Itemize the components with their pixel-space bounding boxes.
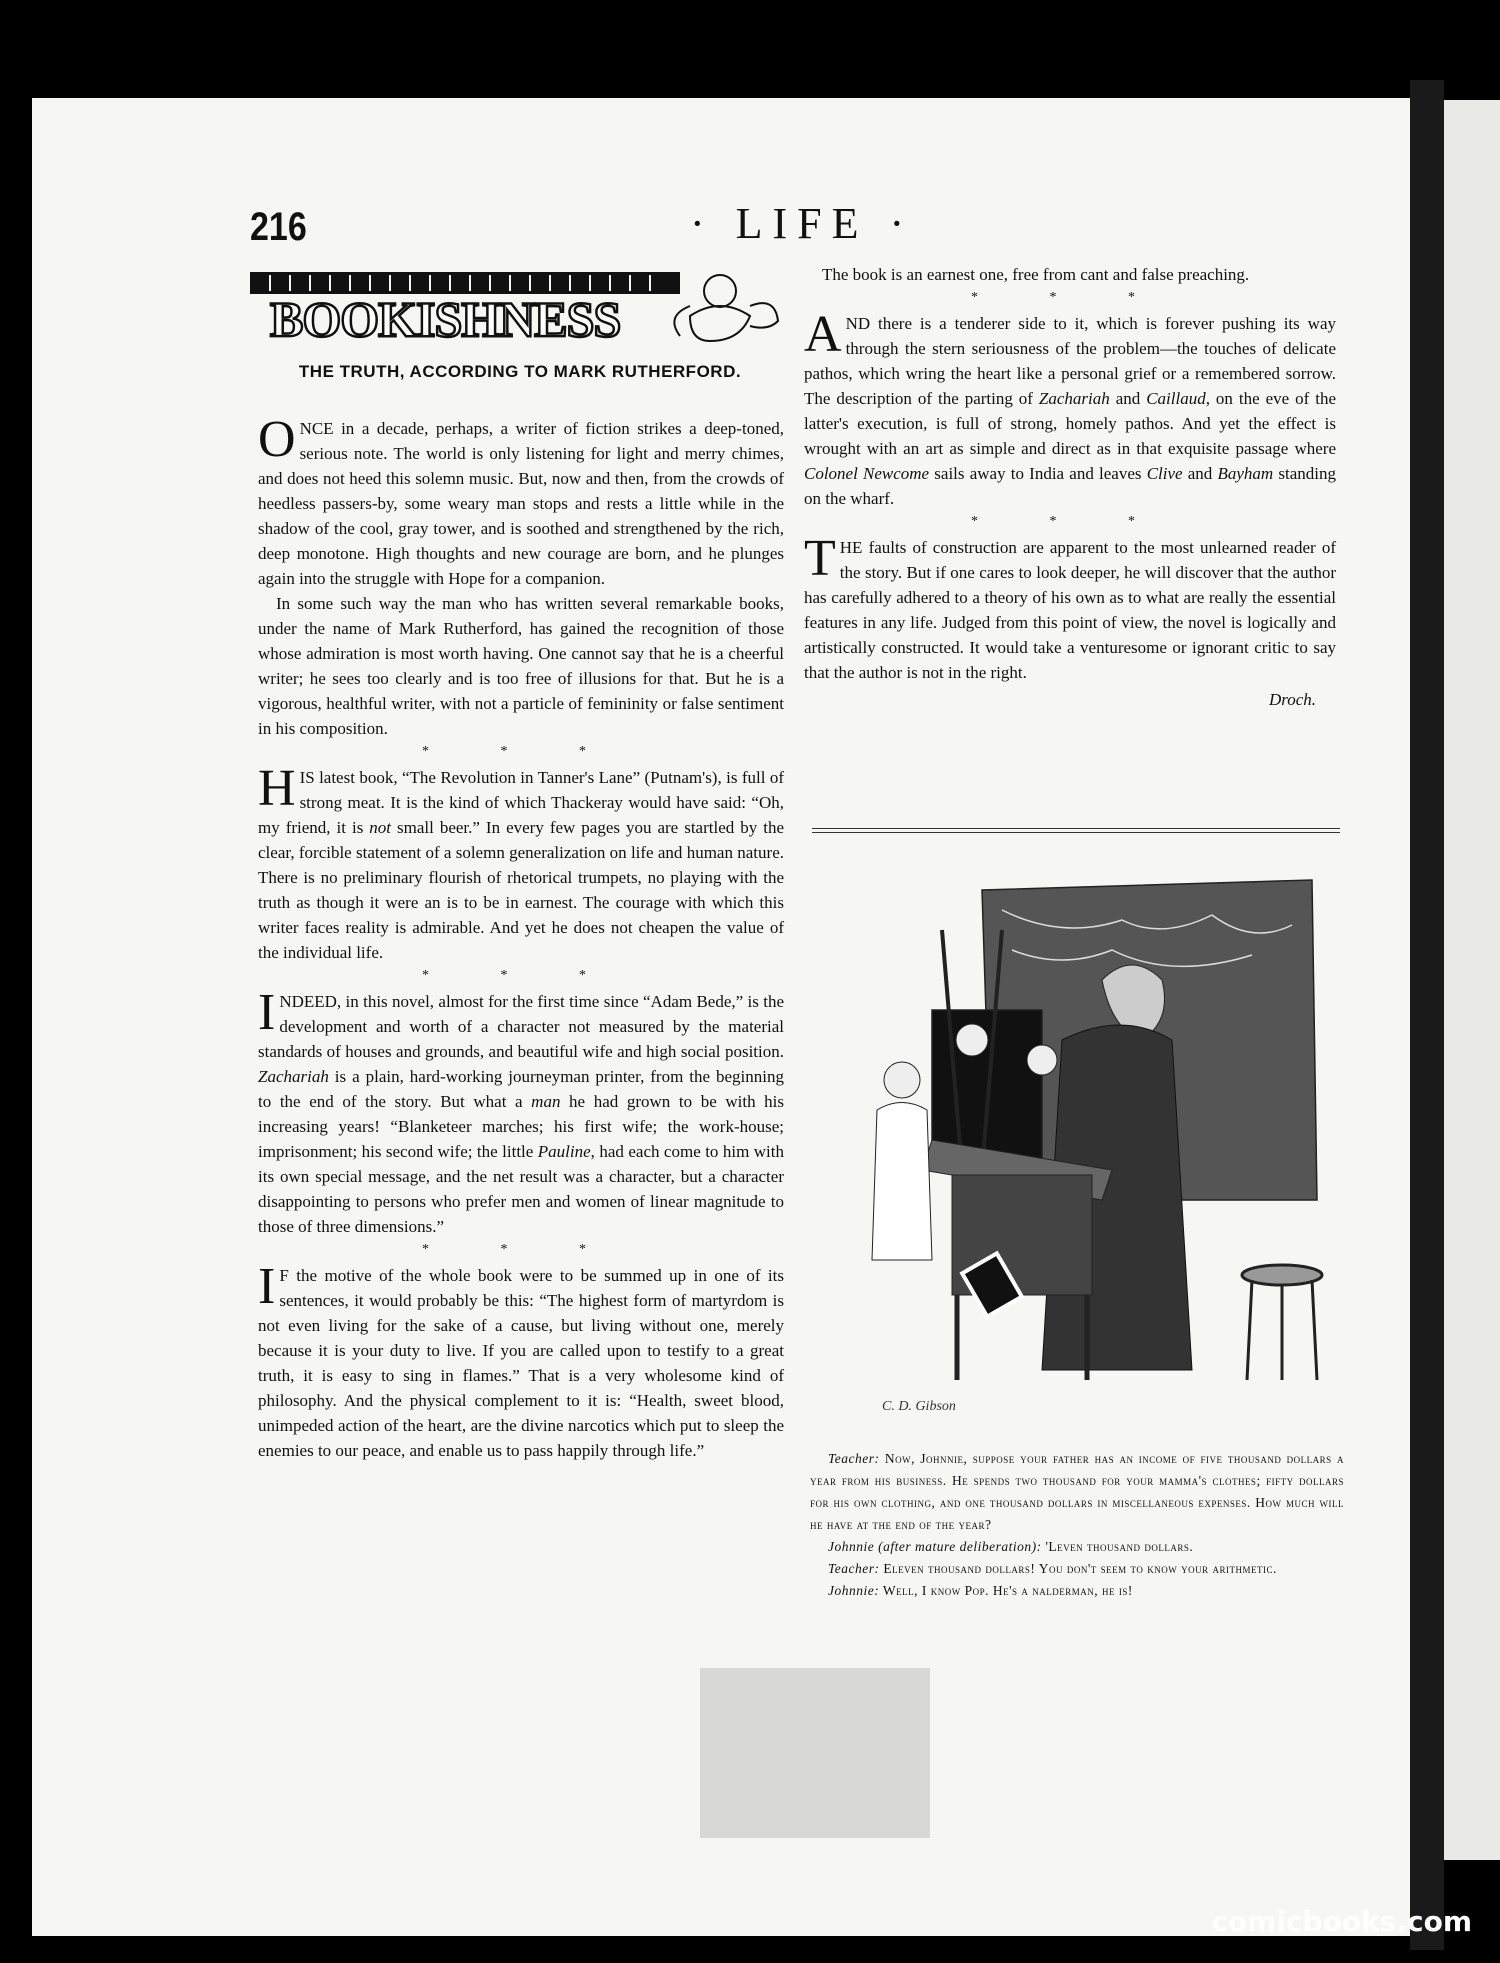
bookishness-banner [250,266,780,356]
cartoon-caption [810,1448,1344,1602]
speaker-label: Johnnie: [828,1583,880,1598]
section-break: * * * [971,290,1169,305]
drop-cap: T [804,530,836,587]
facing-page-edge [1444,100,1500,1860]
paragraph [258,411,784,591]
paragraph-text: standing on the wharf. [804,464,1337,508]
paragraph-text: he had grown to be with his increasing years! “Blanketeer marches; his first wife; the work-house; imprisonment; his second wife; the little [258,1092,785,1161]
caption-line [810,1448,1344,1536]
drop-cap: I [258,984,276,1041]
section-break: * * * [422,744,620,759]
section-break: * * * [422,1242,620,1257]
drop-cap: H [258,760,296,817]
binding-gutter [1410,80,1444,1950]
emphasis: not [369,818,392,837]
paragraph-text: and [1182,464,1218,483]
paragraph-text: F the motive of the whole book were to be summed up in one of its sentences, it would probably be this: “The highest form of martyrdom is not even living for the sake of a cause, but living without one, merely because it is your duty to live. If you are called upon to testify to a great truth, it is easy to sing in flames.” That is a very wholesome kind of philosophy. And the physical complement to it is: “Health, sweet blood, unimpeded action of the heart, are the divine narcotics which put to sleep the enemies to our peace, and enable us to pass happily through life.” [258,1266,784,1460]
paragraph: In some such way the man who has written several remarkable books, under the name of Mark Rutherford, has gained the recognition of those whose admiration is most worth having. One cannot say that he is a cheerful writer; he sees too clearly and is too free of illusions for that. But he is a vigorous, healthful writer, with not a particle of femininity or false sentiment in his composition. [258,594,784,738]
paragraph [804,306,1337,511]
cherub-icon [674,275,778,341]
right-column [804,262,1336,712]
paragraph-text: NCE in a decade, perhaps, a writer of fiction strikes a deep-toned, serious note. The world is only listening for light and merry chimes, and does not heed this solemn music. But, now and then, from the crowds of heedless passers-by, some weary man stops and rests a little while in the shadow of the cool, gray tower, and is soothed and strengthened by the rich, deep monotone. High thoughts and new courage are born, and he plunges again into the struggle with Hope for a companion. [258,419,784,588]
emphasis: Pauline [537,1142,591,1161]
paragraph-text: , had each come to him with its own special message, and the net result was a character, but a character disappointing to persons who prefer men and women of linear magnitude to those of three dimensions.” [258,1142,784,1236]
emphasis: Colonel Newcome [804,464,930,483]
paragraph-text: IS latest book, “The Revolution in Tanner's Lane” (Putnam's), is full of strong meat. It is the kind of which Thackeray would have said: “Oh, my friend, it is [258,768,784,837]
caption-text: Well, I know Pop. He's a nalderman, he is! [879,1583,1133,1598]
paragraph [804,530,1336,685]
cartoon-illustration [862,870,1332,1422]
emphasis: Zachariah [1038,389,1110,408]
artist-signature: C. D. Gibson [882,1399,956,1414]
paragraph [258,760,784,965]
emphasis: man [531,1092,561,1111]
emphasis: Caillaud [1146,389,1206,408]
paragraph-text: NDEED, in this novel, almost for the first time since “Adam Bede,” is the development and worth of a character not measured by the material standards of houses and grounds, and beautiful wife and high social position. [258,992,784,1061]
caption-line [810,1558,1344,1580]
paragraph-text: HE faults of construction are apparent to the most unlearned reader of the story. But if one cares to look deeper, he will discover that the author has carefully adhered to a theory of his own as to what are really the essential features in any life. Judged from this point of view, the novel is logically and artistically constructed. It would take a venturesome or ignorant critic to say that the author is not in the right. [804,538,1336,682]
emphasis: Clive [1146,464,1183,483]
paragraph-text: , on the eve of the latter's execution, is full of strong, homely pathos. And yet the effect is wrought with an art as simple and direct as in that exquisite passage where [804,389,1336,458]
emphasis: Zachariah [258,1067,329,1086]
caption-text: Eleven thousand dollars! You don't seem to know your arithmetic. [879,1561,1277,1576]
divider-rule [812,828,1340,829]
section-break: * * * [971,514,1169,529]
drop-cap: A [804,306,842,363]
caption-line [810,1580,1344,1602]
site-watermark: comicbooks.com [1211,1905,1472,1938]
banner-lettering: BOOKISHNESS [270,291,621,347]
drop-cap: I [258,1258,276,1315]
paragraph-text: ND there is a tenderer side to it, which is forever pushing its way through the stern seriousness of the problem—the touches of delicate pathos, which wring the heart like a personal grief or a remembered sorrow. The description of the parting of [804,314,1336,408]
speaker-label: Teacher: [828,1451,880,1466]
paragraph-text: is a plain, hard-working journeyman printer, from the beginning to the end of the story. But what a [258,1067,784,1111]
section-break: * * * [422,968,620,983]
paragraph-text: small beer.” In every few pages you are startled by the clear, forcible statement of a solemn generalization on life and human nature. There is no preliminary flourish of rhetorical trumpets, no playing with the truth as though it were an is to be in earnest. The courage with which this writer faces reality is admirable. And yet he does not cheapen the value of the individual life. [258,818,784,962]
emphasis: Bayham [1217,464,1274,483]
paragraph: The book is an earnest one, free from cant and false preaching. [822,265,1250,284]
article-headline: THE TRUTH, ACCORDING TO MARK RUTHERFORD. [298,362,742,381]
speaker-label: Johnnie (after mature deliberation): [828,1539,1042,1554]
page-number: 216 [250,205,307,249]
author-signature: Droch. [1268,690,1316,709]
paragraph [258,984,785,1239]
paragraph-text: and [1109,389,1147,408]
caption-text: 'Leven thousand dollars. [1041,1539,1194,1554]
paragraph [258,1258,784,1463]
left-column [258,411,785,1463]
speaker-label: Teacher: [828,1561,880,1576]
caption-text: Now, Johnnie, suppose your father has an income of five thousand dollars a year from his business. He spends two thousand for your mamma's clothes; fifty dollars for his own clothing, and one thousand dollars in miscellaneous expenses. How much will he have at the end of the year? [810,1451,1344,1532]
stool [1242,1265,1322,1380]
divider-rule [812,832,1340,833]
caption-line [810,1536,1344,1558]
masthead-title: · LIFE · [690,199,915,248]
drop-cap: O [258,411,296,468]
paragraph-text: sails away to India and leaves [929,464,1147,483]
paper-slip [700,1668,930,1838]
